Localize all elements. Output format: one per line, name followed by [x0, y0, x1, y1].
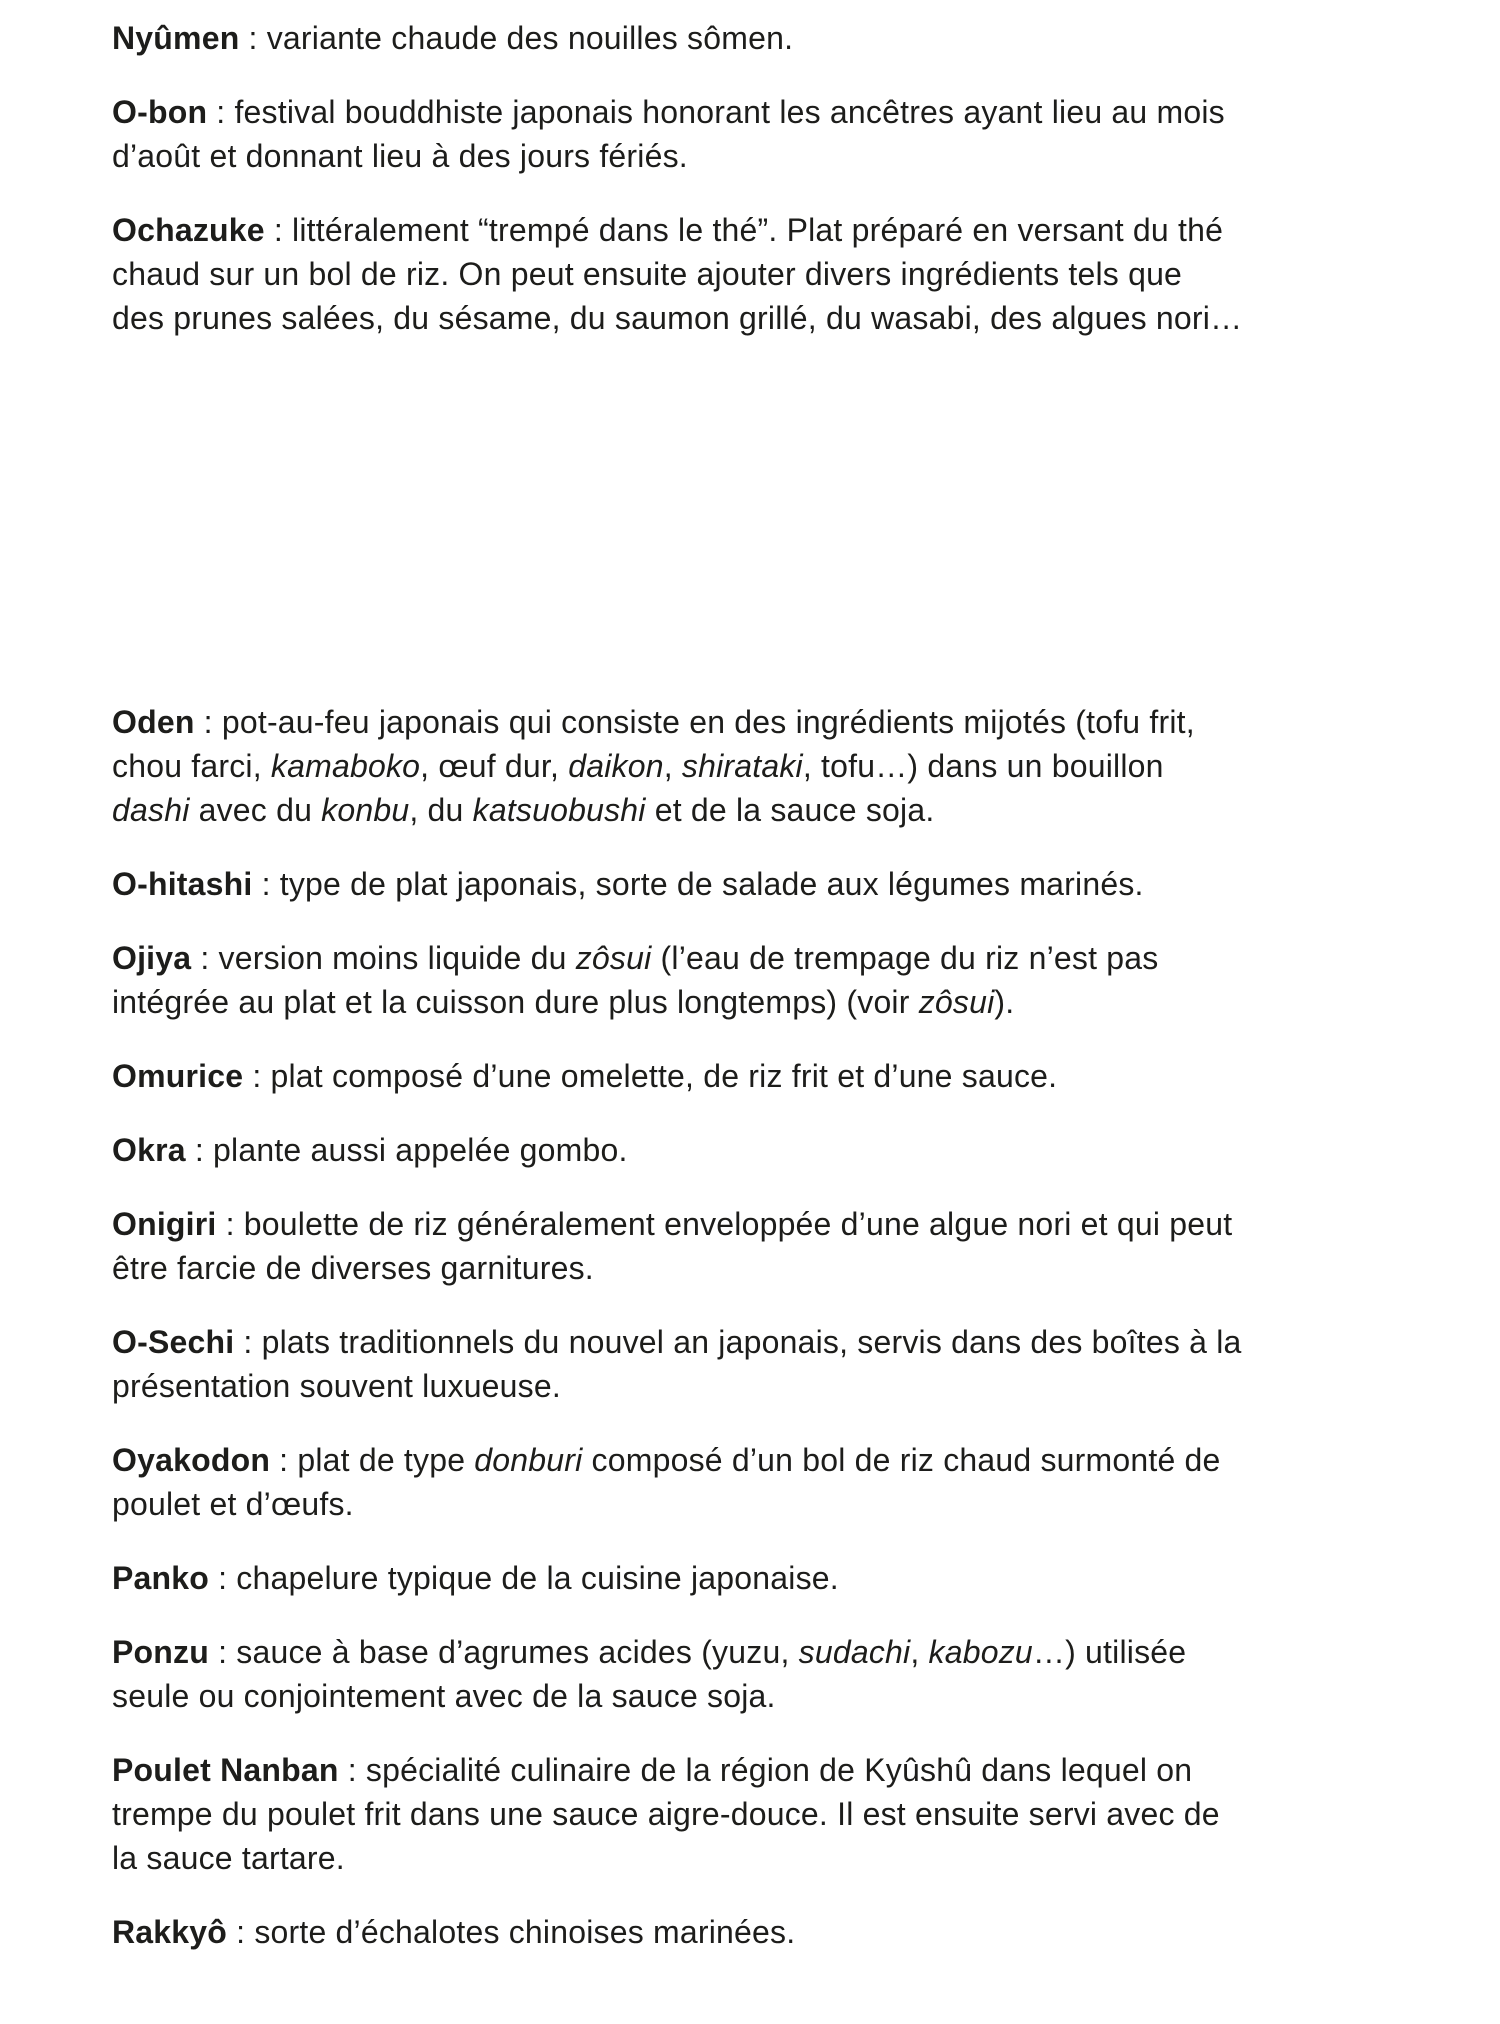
entry-term: Ojiya	[112, 940, 192, 976]
glossary-entry	[112, 1438, 1405, 1526]
definition-text: : variante chaude des nouilles sômen.	[239, 20, 794, 56]
glossary-entry	[112, 862, 1405, 906]
entry-term: Omurice	[112, 1058, 244, 1094]
glossary-entry	[112, 208, 1405, 340]
glossary-entry	[112, 1202, 1405, 1290]
glossary-entry	[112, 1630, 1405, 1718]
entry-definition	[112, 1634, 1186, 1714]
glossary-entry	[112, 1556, 1405, 1600]
entry-term: Ochazuke	[112, 212, 265, 248]
definition-text: : type de plat japonais, sorte de salade aux légumes marinés.	[252, 866, 1144, 902]
definition-text: : littéralement “trempé dans le thé”. Plat préparé en versant du thé chaud sur un bol de riz. On peut ensuite ajouter divers ingrédients tels que des prunes salées, du sésame, du saumon grillé, du wasabi, des algues nori…	[112, 212, 1243, 336]
italic-term: donburi	[474, 1442, 583, 1478]
glossary-entry	[112, 1748, 1405, 1880]
entry-definition	[243, 1058, 1057, 1094]
italic-term: katsuobushi	[472, 792, 646, 828]
definition-text: et de la sauce soja.	[645, 792, 935, 828]
entry-definition	[252, 866, 1143, 902]
italic-term: sudachi	[798, 1634, 911, 1670]
glossary-entry	[112, 1910, 1405, 1954]
entry-definition	[112, 212, 1242, 336]
definition-text: ,	[663, 748, 682, 784]
glossary-entry	[112, 16, 1405, 60]
definition-text: , œuf dur,	[420, 748, 569, 784]
italic-term: daikon	[568, 748, 664, 784]
entry-term: O-hitashi	[112, 866, 253, 902]
definition-text: , tofu…) dans un bouillon	[802, 748, 1164, 784]
entry-definition	[227, 1914, 795, 1950]
definition-text: : plante aussi appelée gombo.	[185, 1132, 628, 1168]
entry-definition	[112, 940, 1158, 1020]
entry-term: Panko	[112, 1560, 210, 1596]
glossary-entries	[112, 16, 1405, 1954]
glossary-entry	[112, 1054, 1405, 1098]
italic-term: dashi	[112, 792, 190, 828]
definition-text: composé d’un bol de riz chaud surmonté de poulet et d’œufs.	[112, 1442, 1221, 1522]
definition-text: : version moins liquide du	[191, 940, 576, 976]
definition-text: …) utilisée seule ou conjointement avec de la sauce soja.	[112, 1634, 1187, 1714]
definition-text: ,	[910, 1634, 929, 1670]
entry-term: O-Sechi	[112, 1324, 235, 1360]
glossary-entry	[112, 1128, 1405, 1172]
entry-term: Oyakodon	[112, 1442, 271, 1478]
definition-text: : spécialité culinaire de la région de Kyûshû dans lequel on trempe du poulet frit dans une sauce aigre-douce. Il est ensuite servi avec de la sauce tartare.	[112, 1752, 1220, 1876]
definition-text: (l’eau de trempage du riz n’est pas intégrée au plat et la cuisson dure plus longtemps) (voir	[112, 940, 1159, 1020]
entry-term: Poulet Nanban	[112, 1752, 339, 1788]
definition-text: : boulette de riz généralement enveloppée d’une algue nori et qui peut être farcie de diverses garnitures.	[112, 1206, 1233, 1286]
entry-term: Onigiri	[112, 1206, 217, 1242]
entry-term: Oden	[112, 704, 195, 740]
entry-definition	[186, 1132, 628, 1168]
definition-text: : sorte d’échalotes chinoises marinées.	[227, 1914, 796, 1950]
entry-term: Rakkyô	[112, 1914, 228, 1950]
entry-term: Ponzu	[112, 1634, 209, 1670]
definition-text: : plats traditionnels du nouvel an japonais, servis dans des boîtes à la présentation souvent luxueuse.	[112, 1324, 1242, 1404]
definition-text: : chapelure typique de la cuisine japonaise.	[209, 1560, 839, 1596]
italic-term: kamaboko	[270, 748, 421, 784]
entry-definition	[209, 1560, 839, 1596]
entry-definition	[112, 1206, 1232, 1286]
definition-text: , du	[409, 792, 473, 828]
definition-text: avec du	[189, 792, 322, 828]
definition-text: : pot-au-feu japonais qui consiste en des ingrédients mijotés (tofu frit, chou farci,	[112, 704, 1195, 784]
definition-text: : plat composé d’une omelette, de riz frit et d’une sauce.	[243, 1058, 1058, 1094]
italic-term: shirataki	[681, 748, 803, 784]
definition-text: : sauce à base d’agrumes acides (yuzu,	[208, 1634, 799, 1670]
glossary-entry	[112, 700, 1405, 832]
entry-definition	[112, 94, 1225, 174]
glossary-entry	[112, 90, 1405, 178]
glossary-entry	[112, 1320, 1405, 1408]
definition-text: : festival bouddhiste japonais honorant les ancêtres ayant lieu au mois d’août et donnant lieu à des jours fériés.	[112, 94, 1225, 174]
glossary-entry	[112, 936, 1405, 1024]
entry-term: Nyûmen	[112, 20, 240, 56]
entry-definition	[112, 1442, 1221, 1522]
italic-term: konbu	[321, 792, 410, 828]
entry-definition	[112, 1324, 1242, 1404]
entry-definition	[112, 704, 1195, 828]
italic-term: zôsui	[918, 984, 995, 1020]
definition-text: : plat de type	[270, 1442, 475, 1478]
entry-term: Okra	[112, 1132, 186, 1168]
entry-term: O-bon	[112, 94, 208, 130]
entry-definition	[239, 20, 793, 56]
italic-term: kabozu	[928, 1634, 1033, 1670]
italic-term: zôsui	[575, 940, 652, 976]
definition-text: ).	[994, 984, 1015, 1020]
